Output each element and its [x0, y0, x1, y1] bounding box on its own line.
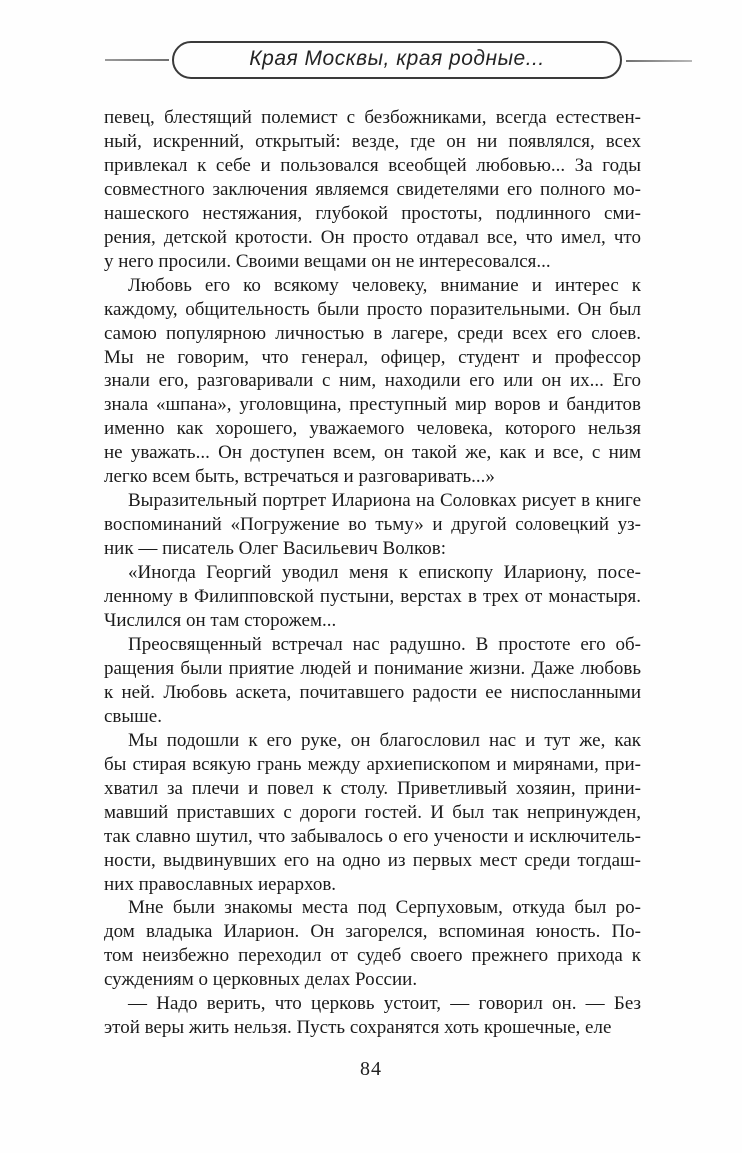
text-line: бы стирая всякую грань между архиепископом и мирянами, при-: [104, 753, 641, 775]
text-line: каждому, общительность были просто поразительными. Он был: [104, 298, 641, 320]
text-line: воспоминаний «Погружение во тьму» и другой соловецкий уз-: [104, 514, 641, 536]
text-line: суждениям о церковных делах России.: [104, 969, 418, 991]
text-line: Любовь его ко всякому человеку, внимание и интерес к: [128, 274, 641, 296]
text-line: так славно шутил, что забывалось о его учености и исключитель-: [104, 825, 641, 847]
text-line: не уважать... Он доступен всем, он такой же, как и все, с ним: [104, 442, 641, 464]
header-rule-right: [626, 60, 692, 62]
text-line: «Иногда Георгий уводил меня к епископу Илариону, посе-: [128, 562, 641, 584]
paragraph-6: [104, 729, 641, 897]
text-line: ращения были приятие людей и понимание жизни. Даже любовь: [104, 657, 641, 679]
paragraph-8: [104, 992, 641, 1040]
text-line: Мы не говорим, что генерал, офицер, студент и профессор: [104, 346, 641, 368]
text-line: этой веры жить нельзя. Пусть сохранятся хоть крошечные, еле: [104, 1017, 612, 1039]
text-line: знала «шпана», уголовщина, преступный мир воров и бандитов: [104, 394, 641, 416]
text-line: Выразительный портрет Илариона на Соловках рисует в книге: [128, 490, 641, 512]
text-line: мавший приставших с дороги гостей. И был так непринужден,: [104, 801, 641, 823]
text-line: ности, выдвинувших его на одно из первых мест среди тогдаш-: [104, 849, 641, 871]
text-line: у него просили. Своими вещами он не интересовался...: [104, 250, 551, 272]
chapter-title-pill: [172, 41, 622, 79]
text-line: именно как хорошего, уважаемого человека, которого нельзя: [104, 418, 641, 440]
paragraph-3: [104, 489, 641, 561]
text-line: том неизбежно переходил от судеб своего прежнего прихода к: [104, 945, 641, 967]
body-text: [104, 106, 641, 1040]
text-line: дом владыка Иларион. Он загорелся, вспоминая юность. По-: [104, 921, 641, 943]
paragraph-1: [104, 106, 641, 274]
paragraph-5: [104, 633, 641, 729]
text-line: легко всем быть, встречаться и разговаривать...»: [104, 466, 495, 488]
text-line: Мы подошли к его руке, он благословил нас и тут же, как: [128, 729, 641, 751]
text-line: привлекал к себе и пользовался всеобщей любовью... За годы: [104, 154, 641, 176]
paragraph-4: [104, 561, 641, 633]
text-line: свыше.: [104, 705, 162, 727]
text-line: Числился он там сторожем...: [104, 610, 337, 632]
chapter-title: Края Москвы, края родные...: [249, 47, 545, 70]
paragraph-2: [104, 274, 641, 490]
text-line: ный, искренний, открытый: везде, где он ни появлялся, всех: [104, 130, 641, 152]
text-line: хватил за плечи и повел к столу. Приветливый хозяин, прини-: [104, 777, 641, 799]
header-rule-left: [105, 59, 169, 61]
text-line: — Надо верить, что церковь устоит, — говорил он. — Без: [128, 993, 641, 1015]
text-line: рения, детской кротости. Он просто отдавал все, что имел, что: [104, 226, 641, 248]
text-line: Преосвященный встречал нас радушно. В простоте его об-: [128, 633, 641, 655]
page-number: 84: [360, 1058, 382, 1080]
text-line: к ней. Любовь аскета, почитавшего радости ее ниспосланными: [104, 681, 641, 703]
text-line: певец, блестящий полемист с безбожниками, всегда естествен-: [104, 107, 641, 128]
text-line: знали его, разговаривали с ним, находили его или он их... Его: [104, 370, 641, 392]
text-line: Мне были знакомы места под Серпуховым, откуда был ро-: [128, 897, 641, 919]
text-line: совместного заключения являемся свидетелями его полного мо-: [104, 178, 641, 200]
text-line: самою популярною личностью в лагере, среди всех его слоев.: [104, 322, 641, 344]
text-line: ленному в Филипповской пустыни, верстах в трех от монастыря.: [104, 586, 641, 608]
text-line: ник — писатель Олег Васильевич Волков:: [104, 538, 446, 560]
text-line: нашеского нестяжания, глубокой простоты, подлинного сми-: [104, 202, 641, 224]
paragraph-7: [104, 896, 641, 992]
text-line: них православных иерархов.: [104, 873, 337, 895]
